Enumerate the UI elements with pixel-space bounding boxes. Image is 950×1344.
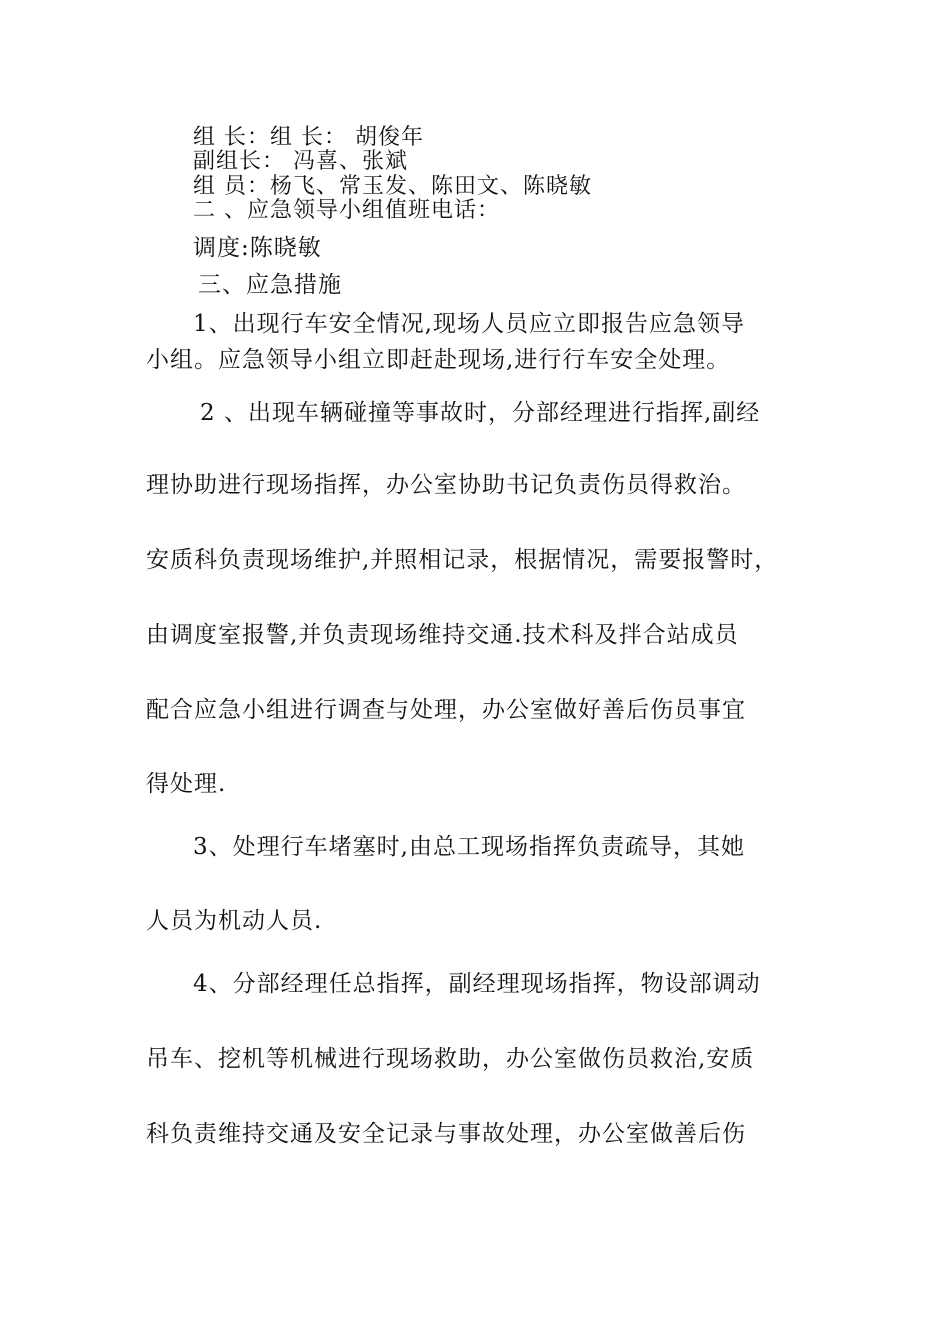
leader-line: 组 长：组 长： 胡俊年 (193, 125, 424, 150)
paragraph-line: 人员为机动人员. (146, 908, 323, 934)
dispatch-line: 调度:陈晓敏 (193, 235, 322, 261)
section-heading-measures: 三、应急措施 (198, 272, 342, 298)
paragraph-line: 由调度室报警,并负责现场维持交通.技术科及拌合站成员 (146, 622, 739, 648)
paragraph-line: 2 、出现车辆碰撞等事故时，分部经理进行指挥,副经 (200, 400, 761, 426)
paragraph-line: 3、处理行车堵塞时,由总工现场指挥负责疏导，其她 (193, 834, 745, 860)
paragraph-line: 1、出现行车安全情况,现场人员应立即报告应急领导 (193, 311, 745, 337)
deputy-leader-line: 副组长： 冯喜、张斌 (193, 149, 408, 174)
members-line: 组 员：杨飞、常玉发、陈田文、陈晓敏 (193, 174, 592, 199)
paragraph-line: 科负责维持交通及安全记录与事故处理，办公室做善后伤 (146, 1121, 746, 1147)
duty-phone-heading: 二 、应急领导小组值班电话： (193, 198, 500, 223)
paragraph-line: 吊车、挖机等机械进行现场救助，办公室做伤员救治,安质 (146, 1046, 755, 1072)
paragraph-line: 配合应急小组进行调查与处理，办公室做好善后伤员事宜 (146, 697, 746, 723)
paragraph-line: 理协助进行现场指挥，办公室协助书记负责伤员得救治。 (146, 472, 746, 498)
paragraph-line: 小组。应急领导小组立即赶赴现场,进行行车安全处理。 (146, 347, 731, 373)
paragraph-line: 安质科负责现场维护,并照相记录，根据情况，需要报警时， (146, 547, 779, 573)
paragraph-line: 得处理. (146, 771, 227, 797)
paragraph-line: 4、分部经理任总指挥，副经理现场指挥，物设部调动 (193, 971, 761, 997)
